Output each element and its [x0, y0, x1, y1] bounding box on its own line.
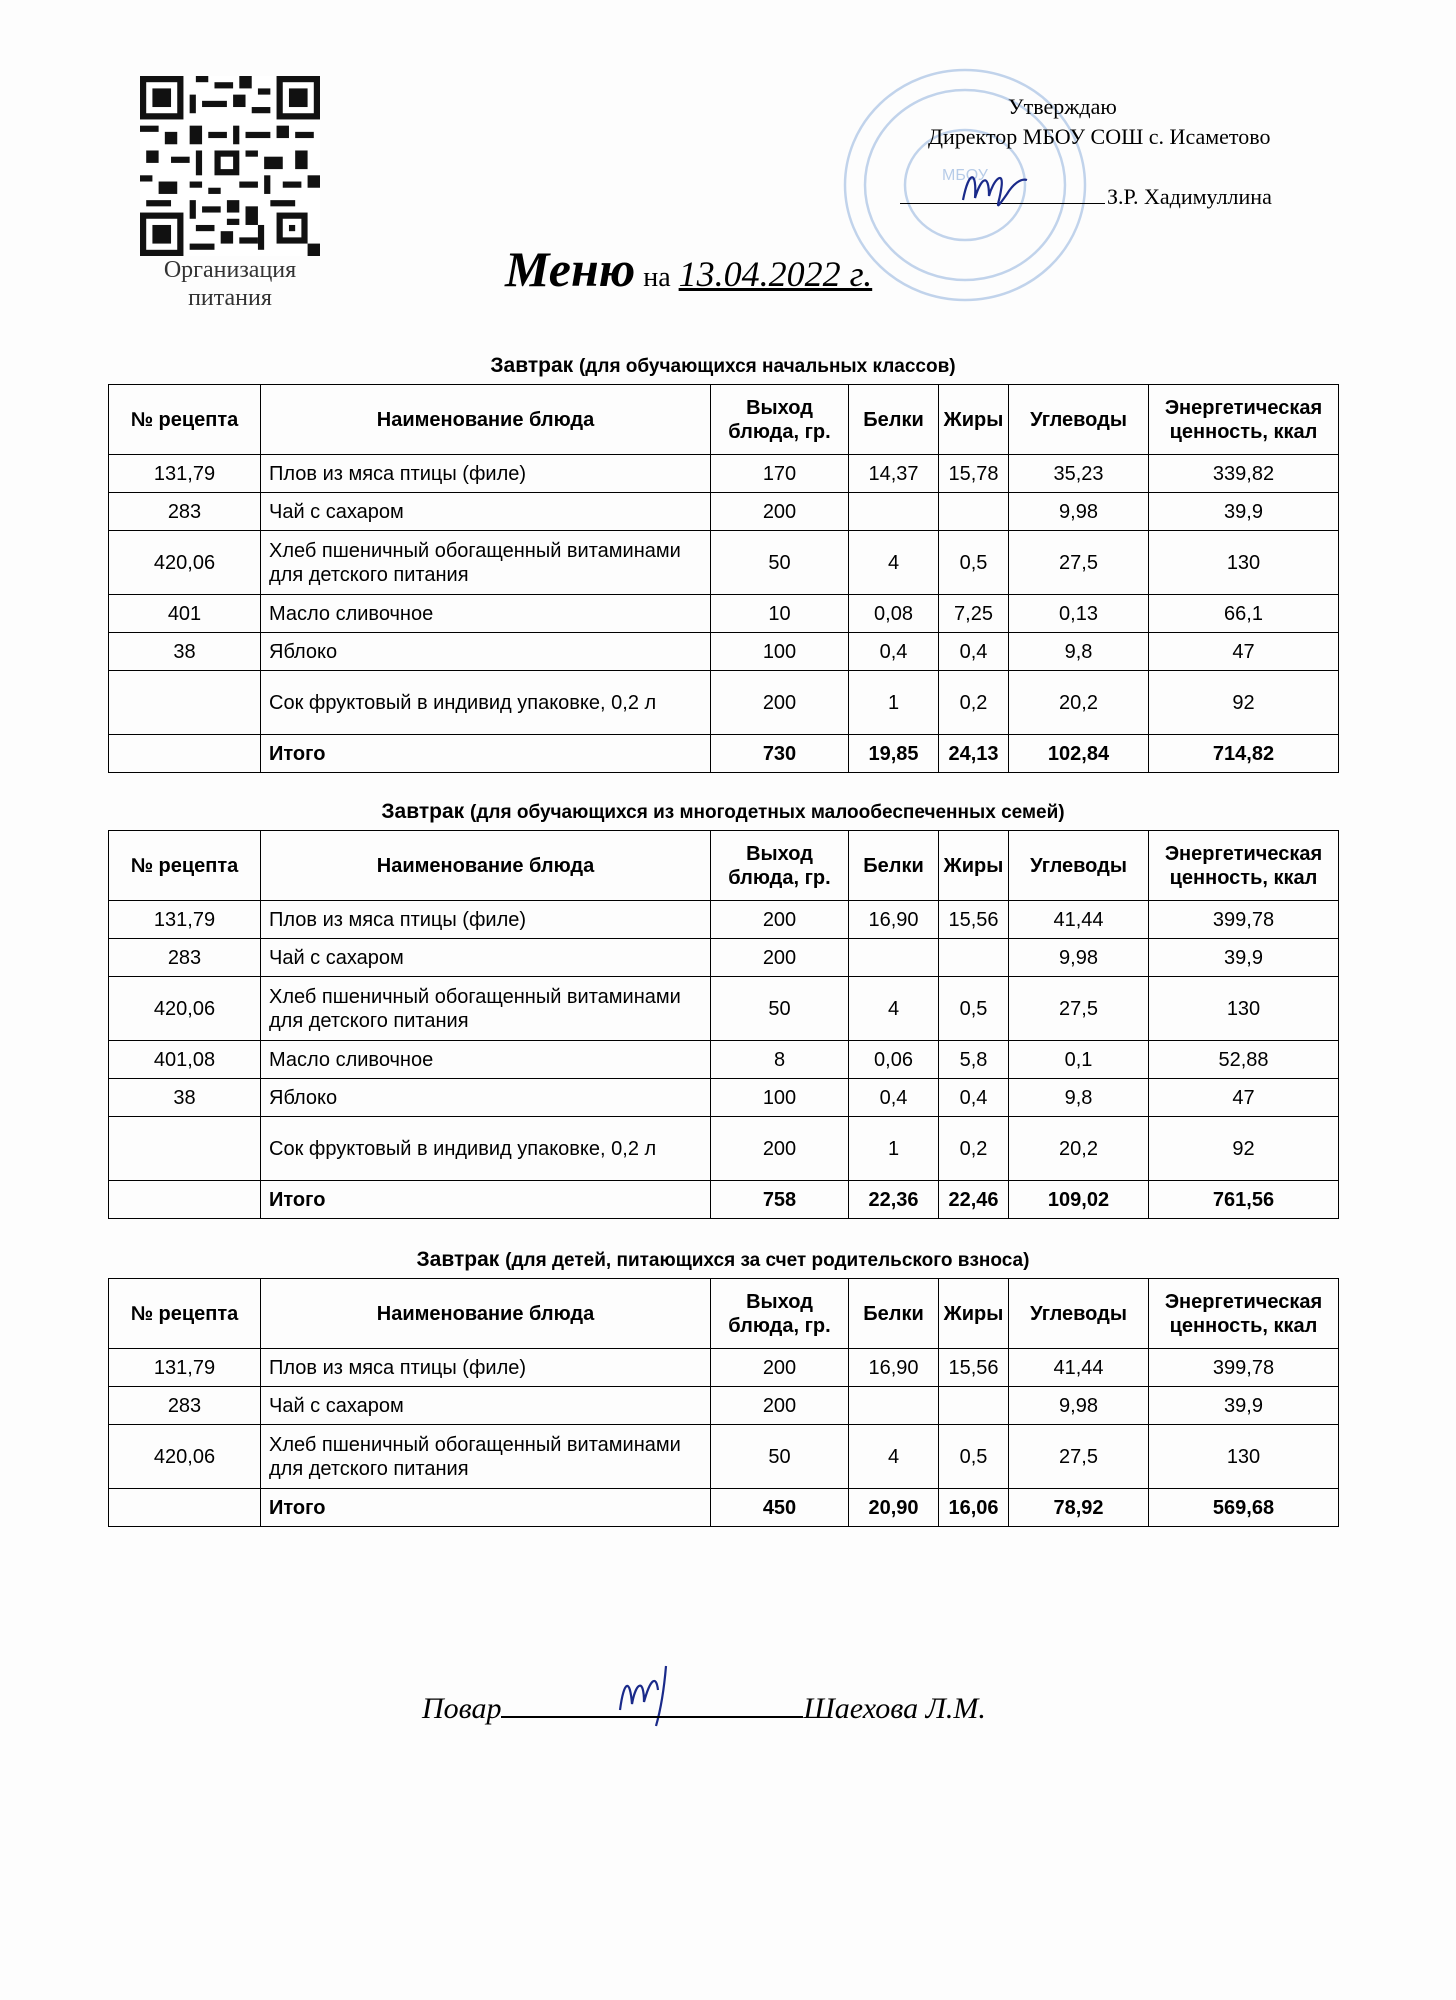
cell-carbs: 9,98: [1009, 1387, 1149, 1425]
cell-energy: 761,56: [1149, 1181, 1339, 1219]
cell-protein: [849, 939, 939, 977]
cell-weight: 200: [711, 671, 849, 735]
cell-protein: 14,37: [849, 455, 939, 493]
cell-recipe: 131,79: [109, 901, 261, 939]
cell-recipe: 283: [109, 1387, 261, 1425]
title-preposition: на: [643, 262, 671, 293]
table-row: [109, 595, 1339, 633]
approval-signatory: З.Р. Хадимуллина: [1107, 184, 1272, 209]
col-header-protein: Белки: [849, 831, 939, 901]
cell-carbs: 9,8: [1009, 1079, 1149, 1117]
col-header-recipe: № рецепта: [109, 1279, 261, 1349]
cell-energy: 130: [1149, 1425, 1339, 1489]
cell-name: Хлеб пшеничный обогащенный витаминами для детского питания: [261, 977, 711, 1041]
col-header-energy: Энергетическая ценность, ккал: [1149, 1279, 1339, 1349]
cell-weight: 8: [711, 1041, 849, 1079]
col-header-protein: Белки: [849, 1279, 939, 1349]
qr-code: [140, 76, 320, 256]
cell-protein: [849, 1387, 939, 1425]
cell-weight: 170: [711, 455, 849, 493]
cell-weight: 730: [711, 735, 849, 773]
cell-energy: 52,88: [1149, 1041, 1339, 1079]
cell-recipe: 131,79: [109, 455, 261, 493]
col-header-recipe: № рецепта: [109, 831, 261, 901]
section-heading: [108, 1248, 1338, 1272]
cell-weight: 50: [711, 1425, 849, 1489]
col-header-carbs: Углеводы: [1009, 1279, 1149, 1349]
section-subtitle: (для обучающихся из многодетных малообеспеченных семей): [470, 802, 1065, 823]
cell-energy: 47: [1149, 633, 1339, 671]
cell-carbs: 41,44: [1009, 901, 1149, 939]
cell-weight: 50: [711, 531, 849, 595]
table-row: [109, 1387, 1339, 1425]
cell-name: Сок фруктовый в индивид упаковке, 0,2 л: [261, 671, 711, 735]
cell-fat: 15,56: [939, 901, 1009, 939]
cell-fat: [939, 493, 1009, 531]
table-row: [109, 977, 1339, 1041]
cell-fat: 0,5: [939, 977, 1009, 1041]
cell-weight: 200: [711, 1387, 849, 1425]
table-row: [109, 1117, 1339, 1181]
cell-recipe: [109, 1181, 261, 1219]
cell-total-label: Итого: [261, 1181, 711, 1219]
col-header-weight: Выход блюда, гр.: [711, 385, 849, 455]
cell-total-label: Итого: [261, 735, 711, 773]
cell-weight: 758: [711, 1181, 849, 1219]
cell-fat: 0,2: [939, 1117, 1009, 1181]
cell-carbs: 78,92: [1009, 1489, 1149, 1527]
cell-carbs: 27,5: [1009, 1425, 1149, 1489]
cell-name: Чай с сахаром: [261, 1387, 711, 1425]
section-title: Завтрак: [381, 800, 465, 823]
cell-carbs: 102,84: [1009, 735, 1149, 773]
cell-recipe: 401: [109, 595, 261, 633]
cell-energy: 39,9: [1149, 939, 1339, 977]
cell-weight: 100: [711, 1079, 849, 1117]
signature-underline: [501, 1690, 803, 1718]
cell-protein: 4: [849, 1425, 939, 1489]
cell-energy: 39,9: [1149, 493, 1339, 531]
cell-protein: [849, 493, 939, 531]
page-title: [505, 240, 872, 298]
cell-carbs: 9,98: [1009, 493, 1149, 531]
cell-name: Плов из мяса птицы (филе): [261, 1349, 711, 1387]
cell-fat: [939, 939, 1009, 977]
cell-carbs: 27,5: [1009, 977, 1149, 1041]
table-row: [109, 531, 1339, 595]
col-header-protein: Белки: [849, 385, 939, 455]
cook-label: Повар: [422, 1692, 502, 1725]
table-row: [109, 1079, 1339, 1117]
col-header-recipe: № рецепта: [109, 385, 261, 455]
cell-protein: 19,85: [849, 735, 939, 773]
cell-fat: 7,25: [939, 595, 1009, 633]
cell-recipe: 420,06: [109, 531, 261, 595]
table-row: [109, 939, 1339, 977]
cell-weight: 100: [711, 633, 849, 671]
cell-fat: 15,56: [939, 1349, 1009, 1387]
cell-name: Масло сливочное: [261, 595, 711, 633]
cell-protein: 0,08: [849, 595, 939, 633]
cook-name: Шаехова Л.М.: [803, 1692, 986, 1725]
cell-weight: 200: [711, 493, 849, 531]
cell-recipe: 38: [109, 633, 261, 671]
cell-protein: 0,4: [849, 1079, 939, 1117]
cell-carbs: 9,98: [1009, 939, 1149, 977]
cell-carbs: 20,2: [1009, 1117, 1149, 1181]
section-title: Завтрак: [416, 1248, 500, 1271]
cell-energy: 92: [1149, 1117, 1339, 1181]
cell-energy: 130: [1149, 531, 1339, 595]
col-header-name: Наименование блюда: [261, 1279, 711, 1349]
approval-heading: Утверждаю: [1008, 94, 1117, 119]
table-row: [109, 1041, 1339, 1079]
cell-weight: 10: [711, 595, 849, 633]
table-header-row: [109, 385, 1339, 455]
table-total-row: [109, 735, 1339, 773]
qr-caption: [130, 256, 330, 312]
cell-name: Яблоко: [261, 633, 711, 671]
cell-recipe: [109, 735, 261, 773]
table-row: [109, 633, 1339, 671]
col-header-energy: Энергетическая ценность, ккал: [1149, 831, 1339, 901]
cell-protein: 16,90: [849, 901, 939, 939]
cell-protein: 4: [849, 531, 939, 595]
qr-caption-line: питания: [188, 285, 272, 311]
cell-weight: 450: [711, 1489, 849, 1527]
cell-fat: 0,2: [939, 671, 1009, 735]
svg-text:МБОУ: МБОУ: [942, 167, 988, 184]
title-date: 13.04.2022 г.: [678, 254, 873, 294]
cell-recipe: 401,08: [109, 1041, 261, 1079]
col-header-fat: Жиры: [939, 1279, 1009, 1349]
cell-energy: 47: [1149, 1079, 1339, 1117]
cell-energy: 399,78: [1149, 901, 1339, 939]
cell-energy: 569,68: [1149, 1489, 1339, 1527]
cell-fat: 22,46: [939, 1181, 1009, 1219]
title-word: Меню: [505, 241, 636, 297]
cell-protein: 1: [849, 671, 939, 735]
col-header-weight: Выход блюда, гр.: [711, 1279, 849, 1349]
cell-recipe: 38: [109, 1079, 261, 1117]
cell-recipe: 283: [109, 939, 261, 977]
menu-table: [108, 384, 1339, 773]
section-subtitle: (для детей, питающихся за счет родительского взноса): [505, 1250, 1030, 1271]
cell-energy: 399,78: [1149, 1349, 1339, 1387]
cell-protein: 4: [849, 977, 939, 1041]
cell-fat: [939, 1387, 1009, 1425]
table-row: [109, 901, 1339, 939]
cell-weight: 50: [711, 977, 849, 1041]
cell-energy: 714,82: [1149, 735, 1339, 773]
cell-protein: 0,06: [849, 1041, 939, 1079]
cell-protein: 22,36: [849, 1181, 939, 1219]
table-header-row: [109, 831, 1339, 901]
cell-energy: 339,82: [1149, 455, 1339, 493]
menu-table: [108, 830, 1339, 1219]
cell-carbs: 35,23: [1009, 455, 1149, 493]
cell-total-label: Итого: [261, 1489, 711, 1527]
table-row: [109, 455, 1339, 493]
cell-name: Чай с сахаром: [261, 939, 711, 977]
cell-recipe: 420,06: [109, 977, 261, 1041]
cell-protein: 16,90: [849, 1349, 939, 1387]
col-header-weight: Выход блюда, гр.: [711, 831, 849, 901]
cell-carbs: 27,5: [1009, 531, 1149, 595]
cell-fat: 0,5: [939, 1425, 1009, 1489]
col-header-fat: Жиры: [939, 831, 1009, 901]
section-title: Завтрак: [490, 354, 574, 377]
table-total-row: [109, 1489, 1339, 1527]
cell-carbs: 9,8: [1009, 633, 1149, 671]
cell-name: Сок фруктовый в индивид упаковке, 0,2 л: [261, 1117, 711, 1181]
table-row: [109, 671, 1339, 735]
cell-recipe: 283: [109, 493, 261, 531]
cell-fat: 24,13: [939, 735, 1009, 773]
cell-carbs: 109,02: [1009, 1181, 1149, 1219]
cell-name: Яблоко: [261, 1079, 711, 1117]
cell-recipe: 420,06: [109, 1425, 261, 1489]
cell-carbs: 41,44: [1009, 1349, 1149, 1387]
cell-name: Чай с сахаром: [261, 493, 711, 531]
cell-weight: 200: [711, 901, 849, 939]
cell-energy: 66,1: [1149, 595, 1339, 633]
cell-weight: 200: [711, 939, 849, 977]
approval-position: Директор МБОУ СОШ с. Исаметово: [928, 124, 1271, 149]
cell-protein: 0,4: [849, 633, 939, 671]
cell-carbs: 0,13: [1009, 595, 1149, 633]
cell-fat: 0,5: [939, 531, 1009, 595]
section-heading: [108, 800, 1338, 824]
cell-recipe: [109, 1489, 261, 1527]
cell-fat: 0,4: [939, 633, 1009, 671]
cell-name: Масло сливочное: [261, 1041, 711, 1079]
cell-name: Хлеб пшеничный обогащенный витаминами для детского питания: [261, 531, 711, 595]
cell-energy: 39,9: [1149, 1387, 1339, 1425]
table-row: [109, 493, 1339, 531]
table-row: [109, 1425, 1339, 1489]
table-total-row: [109, 1181, 1339, 1219]
cell-energy: 92: [1149, 671, 1339, 735]
qr-caption-line: Организация: [163, 257, 297, 283]
cell-recipe: 131,79: [109, 1349, 261, 1387]
cell-name: Плов из мяса птицы (филе): [261, 901, 711, 939]
cell-protein: 20,90: [849, 1489, 939, 1527]
cell-name: Хлеб пшеничный обогащенный витаминами для детского питания: [261, 1425, 711, 1489]
col-header-fat: Жиры: [939, 385, 1009, 455]
col-header-name: Наименование блюда: [261, 385, 711, 455]
cell-weight: 200: [711, 1349, 849, 1387]
cell-protein: 1: [849, 1117, 939, 1181]
cell-energy: 130: [1149, 977, 1339, 1041]
director-signature-icon: [955, 160, 1035, 220]
section-heading: [108, 354, 1338, 378]
cell-carbs: 20,2: [1009, 671, 1149, 735]
menu-table: [108, 1278, 1339, 1527]
cell-name: Плов из мяса птицы (филе): [261, 455, 711, 493]
cell-fat: 15,78: [939, 455, 1009, 493]
cell-fat: 0,4: [939, 1079, 1009, 1117]
col-header-carbs: Углеводы: [1009, 831, 1149, 901]
cell-weight: 200: [711, 1117, 849, 1181]
col-header-name: Наименование блюда: [261, 831, 711, 901]
cell-recipe: [109, 671, 261, 735]
section-subtitle: (для обучающихся начальных классов): [578, 356, 956, 377]
cell-fat: 16,06: [939, 1489, 1009, 1527]
col-header-energy: Энергетическая ценность, ккал: [1149, 385, 1339, 455]
cell-carbs: 0,1: [1009, 1041, 1149, 1079]
cook-signature-block: [422, 1690, 986, 1726]
cell-fat: 5,8: [939, 1041, 1009, 1079]
table-header-row: [109, 1279, 1339, 1349]
table-row: [109, 1349, 1339, 1387]
col-header-carbs: Углеводы: [1009, 385, 1149, 455]
cell-recipe: [109, 1117, 261, 1181]
